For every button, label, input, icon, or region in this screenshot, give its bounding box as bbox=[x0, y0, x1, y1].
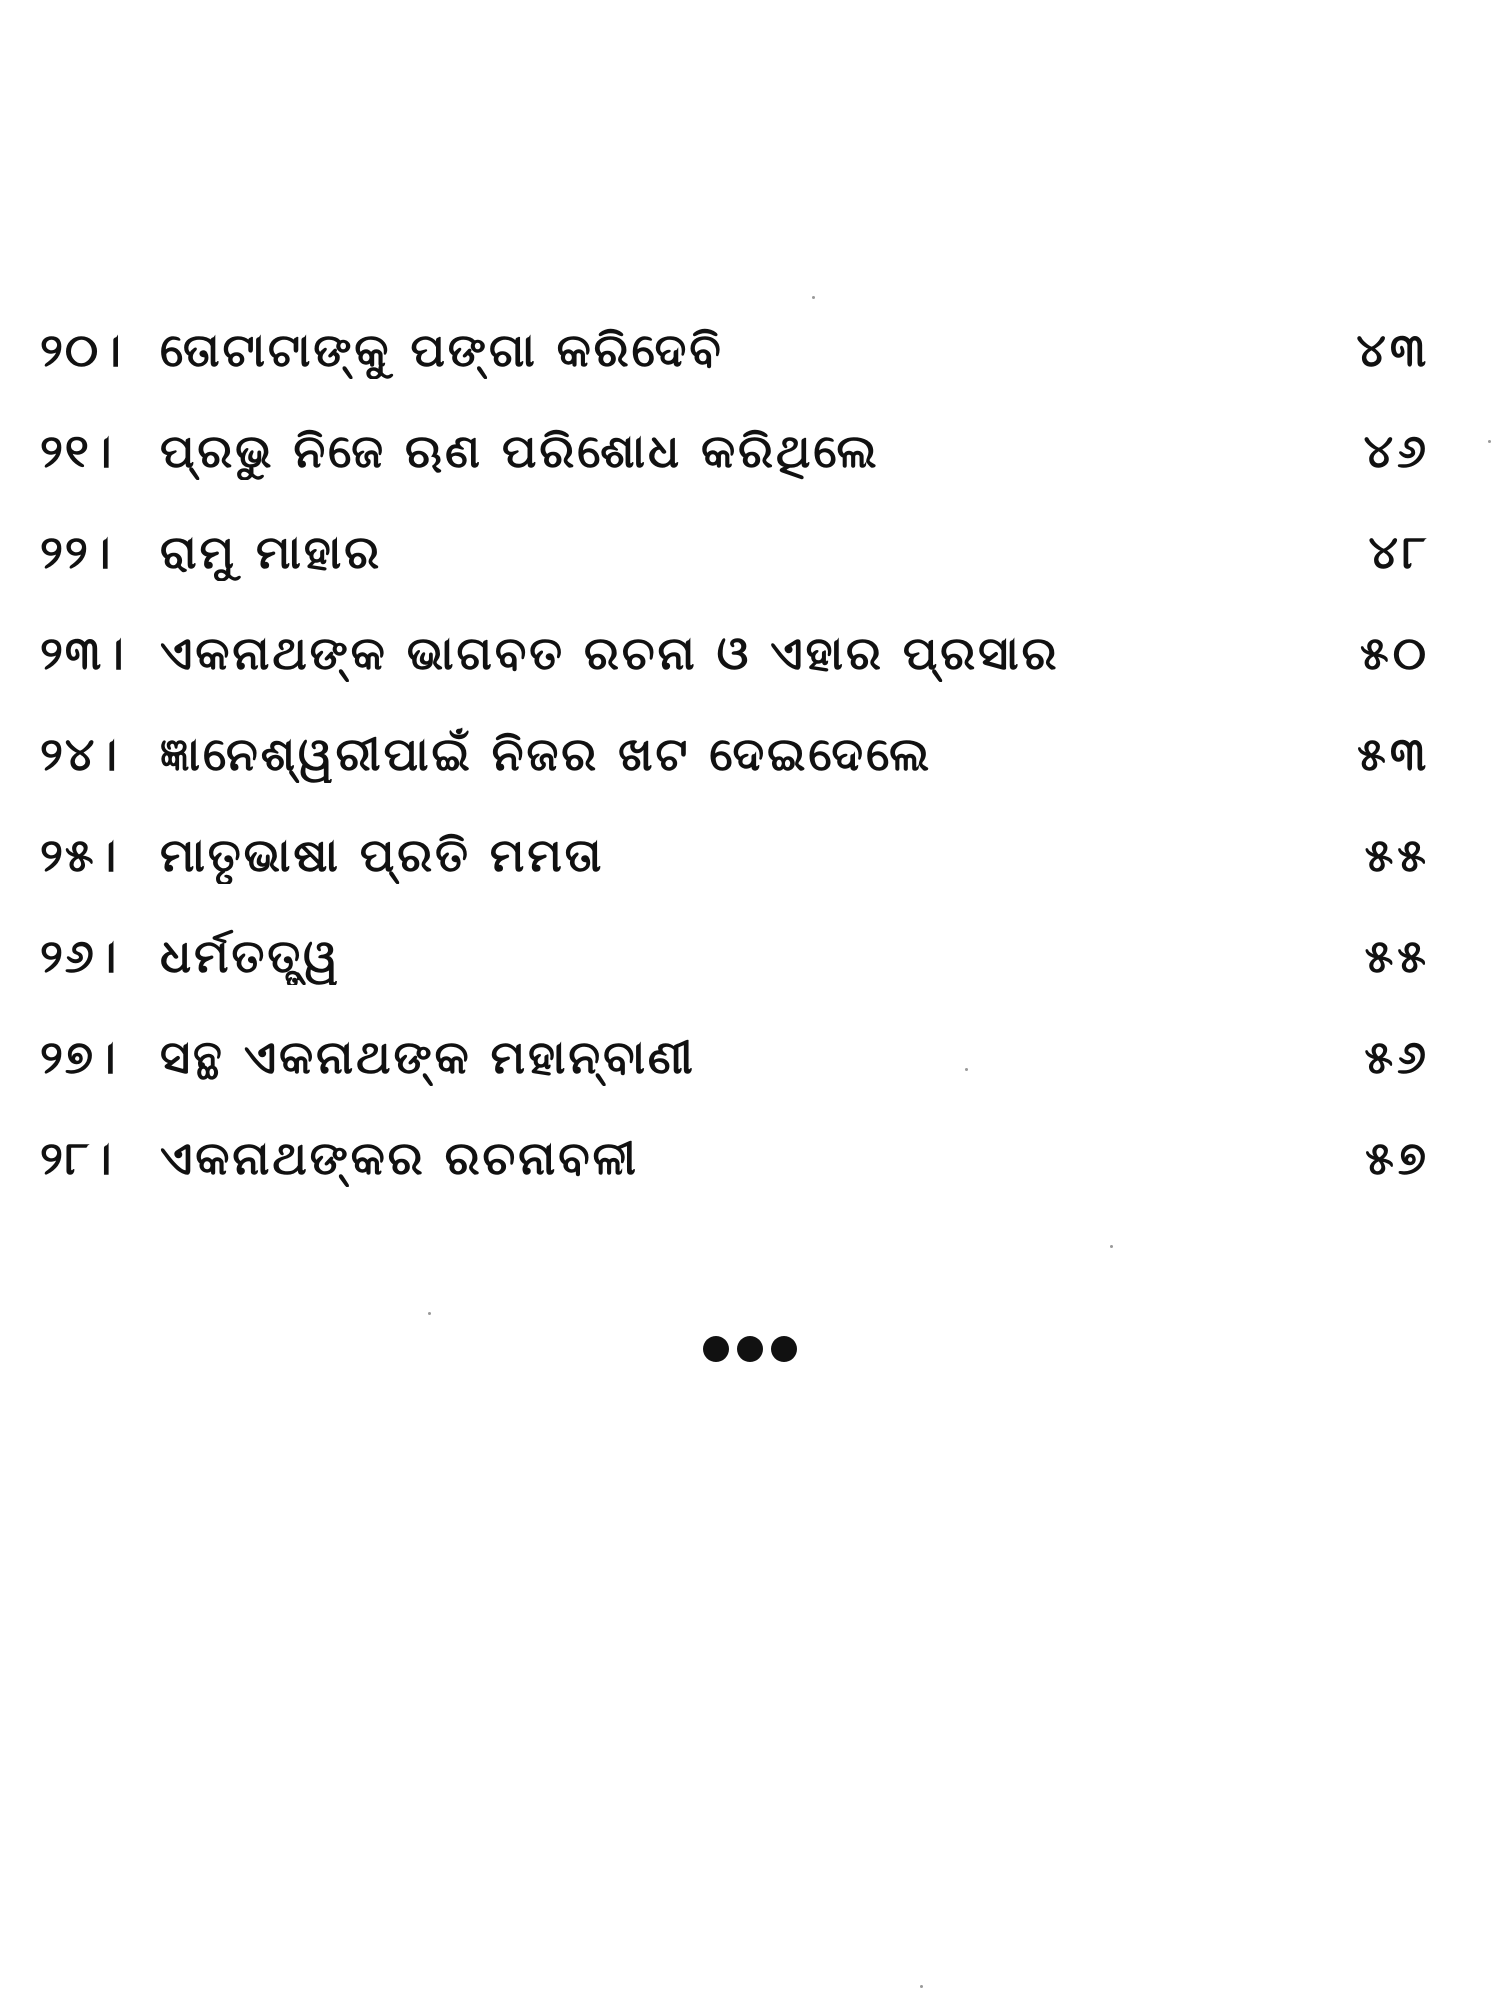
ornament-dot-icon bbox=[737, 1336, 763, 1362]
end-of-list-mark bbox=[0, 1336, 1500, 1362]
entry-title: ପ୍ରଭୁ ନିଜେ ଋଣ ପରିଶୋଧ କରିଥିଲେ bbox=[160, 423, 880, 478]
scan-speck bbox=[1110, 1245, 1113, 1248]
toc-entry bbox=[40, 401, 1430, 502]
entry-page-number: ୪୮ bbox=[1368, 524, 1430, 579]
entry-number: ୨୦। bbox=[40, 322, 123, 377]
entry-page-number: ୫୩ bbox=[1357, 726, 1430, 781]
toc-entry bbox=[40, 906, 1430, 1007]
entry-page-number: ୫୭ bbox=[1365, 1130, 1430, 1185]
entry-number: ୨୩। bbox=[40, 625, 126, 680]
entry-number: ୨୪। bbox=[40, 726, 120, 781]
entry-title: ଏକନାଥଙ୍କ ଭାଗବତ ରଚନା ଓ ଏହାର ପ୍ରସାର bbox=[160, 625, 1060, 680]
entry-number: ୨୫। bbox=[40, 827, 119, 882]
entry-page-number: ୫୬ bbox=[1364, 1029, 1430, 1084]
entry-title: ରାମୁ ମାହାର bbox=[160, 524, 383, 579]
scan-speck bbox=[965, 1068, 968, 1071]
toc-entry bbox=[40, 300, 1430, 401]
toc-entry bbox=[40, 805, 1430, 906]
scan-speck bbox=[428, 1312, 431, 1315]
toc-entry bbox=[40, 502, 1430, 603]
entry-title: ସନ୍ଥ ଏକନାଥଙ୍କ ମହାନ୍‌ବାଣୀ bbox=[160, 1029, 696, 1084]
entry-number: ୨୨। bbox=[40, 524, 113, 579]
toc-entry bbox=[40, 1108, 1430, 1209]
entry-title: ଜ୍ଞାନେଶ୍ୱରୀପାଇଁ ନିଜର ଖଟ ଦେଇଦେଲେ bbox=[160, 726, 933, 781]
entry-page-number: ୫୫ bbox=[1364, 928, 1430, 983]
entry-page-number: ୪୬ bbox=[1363, 423, 1430, 478]
entry-page-number: ୫୫ bbox=[1364, 827, 1430, 882]
toc-entry bbox=[40, 704, 1430, 805]
toc-entry bbox=[40, 1007, 1430, 1108]
entry-title: ତୋଟାଟାଙ୍କୁ ପଙ୍ଗା କରିଦେବି bbox=[160, 322, 724, 377]
table-of-contents bbox=[40, 300, 1430, 1209]
scan-speck bbox=[1488, 440, 1491, 443]
entry-number: ୨୬। bbox=[40, 928, 119, 983]
entry-page-number: ୫୦ bbox=[1359, 625, 1430, 680]
entry-number: ୨୭। bbox=[40, 1029, 118, 1084]
ornament-dot-icon bbox=[703, 1336, 729, 1362]
ornament-dot-icon bbox=[771, 1336, 797, 1362]
scan-speck bbox=[812, 296, 815, 299]
entry-page-number: ୪୩ bbox=[1356, 322, 1430, 377]
scan-speck bbox=[920, 1985, 923, 1988]
entry-number: ୨୧। bbox=[40, 423, 114, 478]
entry-number: ୨୮। bbox=[40, 1130, 114, 1185]
entry-title: ମାତୃଭାଷା ପ୍ରତି ମମତା bbox=[160, 827, 605, 882]
toc-entry bbox=[40, 603, 1430, 704]
entry-title: ଏକନାଥଙ୍କର ରଚନାବଳୀ bbox=[160, 1130, 639, 1185]
entry-title: ଧର୍ମତତ୍ତ୍ୱ bbox=[160, 928, 341, 983]
